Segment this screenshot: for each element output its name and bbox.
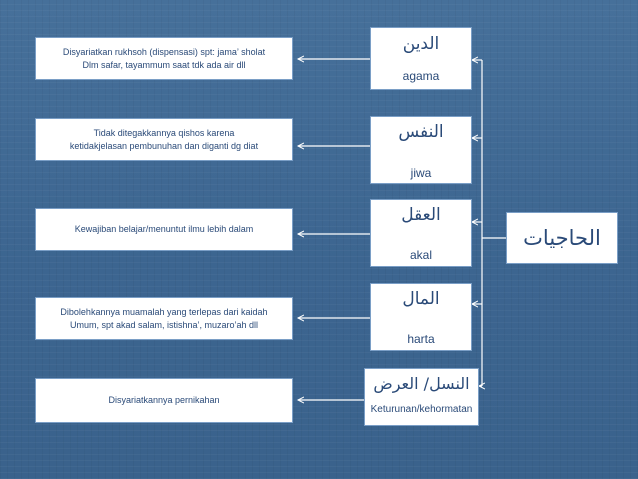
description-text-4: Dibolehkannya muamalah yang terlepas dari kaidah Umum, spt akad salam, istishna’, muzaro’ah dll bbox=[60, 307, 268, 330]
description-text-2: Tidak ditegakkannya qishos karena ketidakjelasan pembunuhan dan diganti dg diat bbox=[69, 128, 259, 151]
category-arabic-keturunan: النسل/ العرض bbox=[373, 374, 470, 393]
category-latin-harta: harta bbox=[407, 332, 435, 346]
description-text-1: Disyariatkan rukhsoh (dispensasi) spt: jama’ sholat Dlm safar, tayammum saat tdk ada air dll bbox=[62, 47, 266, 70]
category-box-jiwa bbox=[370, 116, 472, 184]
category-arabic-akal: العقل bbox=[401, 205, 441, 225]
category-box-harta bbox=[370, 283, 472, 351]
description-box-3 bbox=[35, 208, 293, 251]
description-text-5: Disyariatkannya pernikahan bbox=[108, 395, 220, 406]
description-text-3: Kewajiban belajar/menuntut ilmu lebih dalam bbox=[74, 224, 254, 235]
category-arabic-harta: المال bbox=[402, 289, 440, 309]
category-arabic-jiwa: النفس bbox=[398, 122, 444, 142]
category-box-keturunan bbox=[364, 368, 479, 426]
category-box-akal bbox=[370, 199, 472, 267]
category-arabic-agama: الدين bbox=[402, 34, 440, 54]
category-box-agama bbox=[370, 27, 472, 90]
category-latin-jiwa: jiwa bbox=[410, 166, 432, 180]
description-box-4 bbox=[35, 297, 293, 340]
category-latin-akal: akal bbox=[409, 248, 432, 262]
description-box-2 bbox=[35, 118, 293, 161]
category-latin-keturunan: Keturunan/kehormatan bbox=[370, 404, 473, 415]
description-box-5 bbox=[35, 378, 293, 423]
category-latin-agama: agama bbox=[402, 69, 440, 83]
description-box-1 bbox=[35, 37, 293, 80]
main-concept-box bbox=[506, 212, 618, 264]
main-concept-text: الحاجيات bbox=[523, 226, 601, 250]
